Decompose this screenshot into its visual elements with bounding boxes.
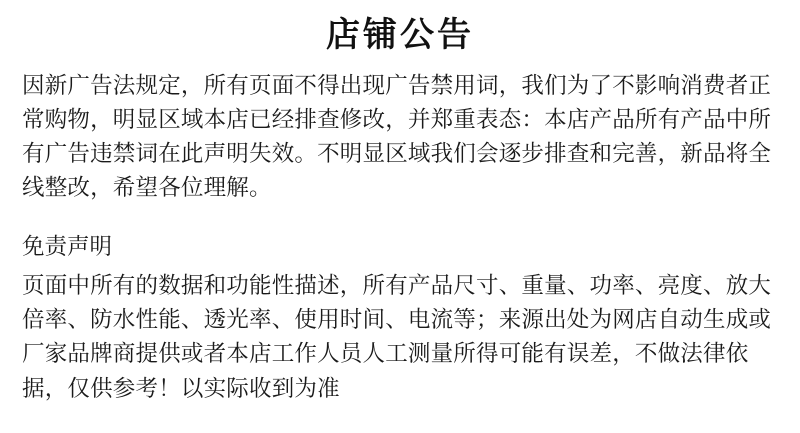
disclaimer-heading: 免责声明 [22,234,113,261]
page-title: 店铺公告 [326,15,474,55]
announcement-text: 因新广告法规定，所有页面不得出现广告禁用词，我们为了不影响消费者正常购物，明显区域本店已经排查修改，并郑重表态：本店产品所有产品中所有广告违禁词在此声明失效。不明显区域我们会逐步排查和完善，新品将全线整改，希望各位理解。 [22,72,772,202]
disclaimer-text: 页面中所有的数据和功能性描述，所有产品尺寸、重量、功率、亮度、放大倍率、防水性能、透光率、使用时间、电流等；来源出处为网店自动生成或厂家品牌商提供或者本店工作人员人工测量所得可能有误差，不做法律依据，仅供参考！以实际收到为准 [22,273,772,402]
